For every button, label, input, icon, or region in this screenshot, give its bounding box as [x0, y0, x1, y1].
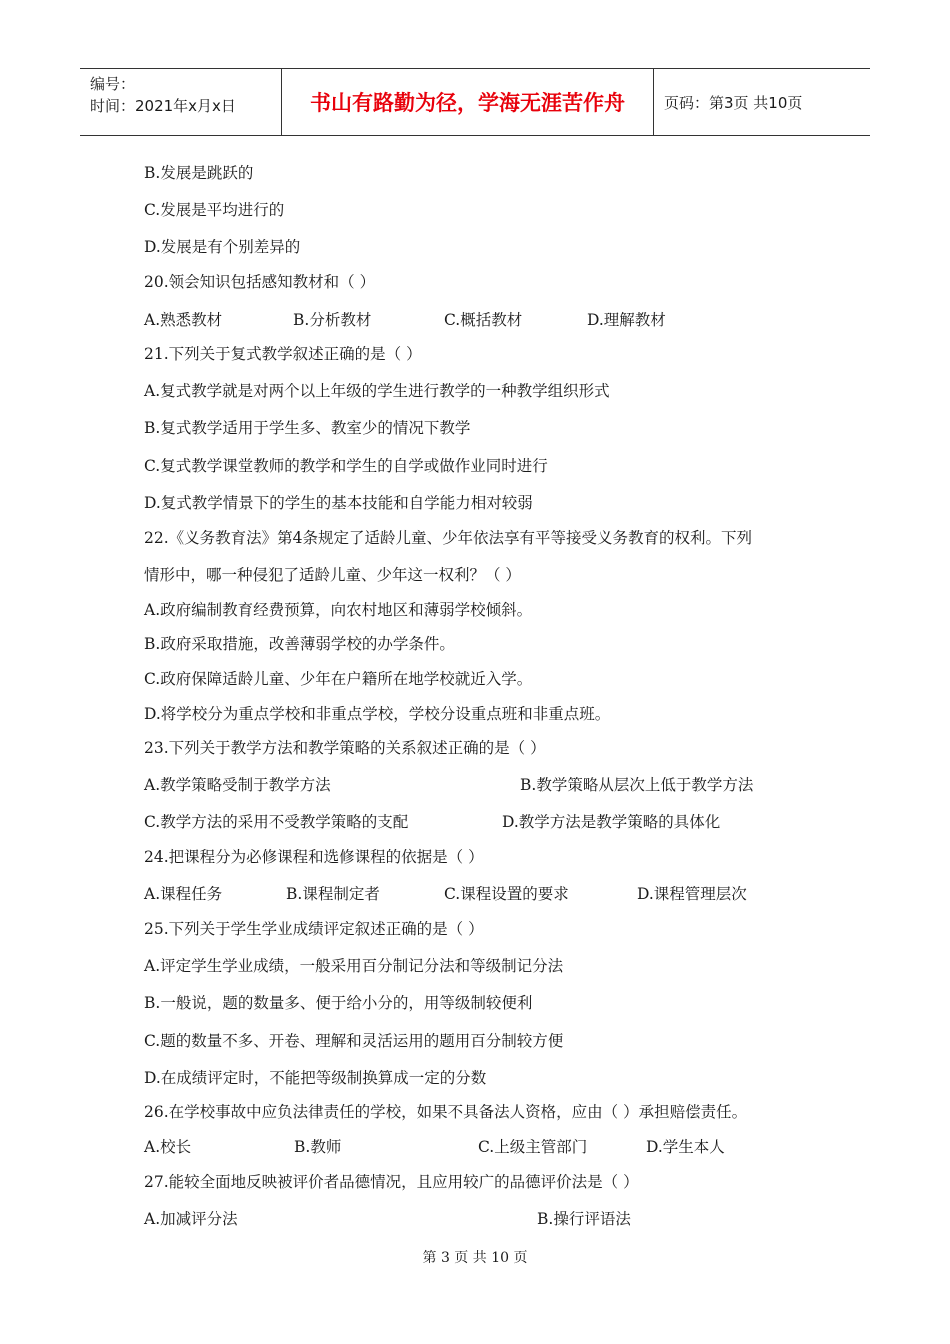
option: A.教学策略受制于教学方法 [144, 776, 331, 794]
header-page-info: 页码：第3页 共10页 [664, 93, 803, 112]
text-line: B.政府采取措施，改善薄弱学校的办学条件。 [144, 635, 455, 653]
page-footer: 第 3 页 共 10 页 [422, 1250, 528, 1266]
text-line: D.在成绩评定时，不能把等级制换算成一定的分数 [144, 1069, 487, 1087]
option: D.教学方法是教学策略的具体化 [502, 813, 721, 831]
option: B.教学策略从层次上低于教学方法 [520, 776, 754, 794]
text-line: A.复式教学就是对两个以上年级的学生进行教学的一种教学组织形式 [144, 382, 610, 400]
option: B.分析教材 [293, 311, 372, 329]
question-24: 24.把课程分为必修课程和选修课程的依据是（ ） [144, 848, 484, 866]
text-line: C.政府保障适龄儿童、少年在户籍所在地学校就近入学。 [144, 670, 533, 688]
page-header [80, 68, 870, 136]
header-motto: 书山有路勤为径，学海无涯苦作舟 [282, 69, 654, 135]
option: A.课程任务 [144, 885, 223, 903]
header-meta [80, 69, 282, 135]
option: B.课程制定者 [286, 885, 380, 903]
text-line: C.复式教学课堂教师的教学和学生的自学或做作业同时进行 [144, 457, 548, 475]
option: A.校长 [144, 1138, 192, 1156]
question-27: 27.能较全面地反映被评价者品德情况，且应用较广的品德评价法是（ ） [144, 1173, 639, 1191]
question-20: 20.领会知识包括感知教材和（ ） [144, 273, 376, 291]
text-line: A.政府编制教育经费预算，向农村地区和薄弱学校倾斜。 [144, 601, 533, 619]
text-line: D.发展是有个别差异的 [144, 238, 301, 256]
question-22: 22.《义务教育法》第4条规定了适龄儿童、少年依法享有平等接受义务教育的权利。下列 [144, 529, 753, 547]
text-line: C.题的数量不多、开卷、理解和灵活运用的题用百分制较方便 [144, 1032, 564, 1050]
option: C.概括教材 [444, 311, 523, 329]
option: B.操行评语法 [537, 1210, 631, 1228]
option: C.上级主管部门 [478, 1138, 588, 1156]
number-label: 编号： [90, 75, 136, 93]
option: C.教学方法的采用不受教学策略的支配 [144, 813, 409, 831]
text-line: D.复式教学情景下的学生的基本技能和自学能力相对较弱 [144, 494, 533, 512]
question-21: 21.下列关于复式教学叙述正确的是（ ） [144, 345, 422, 363]
text-line: B.一般说，题的数量多、便于给小分的，用等级制较便利 [144, 994, 533, 1012]
text-line: 情形中，哪一种侵犯了适龄儿童、少年这一权利？（ ） [144, 566, 521, 584]
option: D.理解教材 [587, 311, 666, 329]
date-label: 时间：2021年x月x日 [90, 97, 236, 115]
option: C.课程设置的要求 [444, 885, 569, 903]
text-line: D.将学校分为重点学校和非重点学校，学校分设重点班和非重点班。 [144, 705, 611, 723]
text-line: C.发展是平均进行的 [144, 201, 285, 219]
text-line: B.复式教学适用于学生多、教室少的情况下教学 [144, 419, 471, 437]
question-23: 23.下列关于教学方法和教学策略的关系叙述正确的是（ ） [144, 739, 546, 757]
question-26: 26.在学校事故中应负法律责任的学校，如果不具备法人资格，应由（ ）承担赔偿责任。 [144, 1103, 748, 1121]
option: A.熟悉教材 [144, 311, 223, 329]
option: D.课程管理层次 [637, 885, 747, 903]
option: B.教师 [294, 1138, 342, 1156]
text-line: A.评定学生学业成绩，一般采用百分制记分法和等级制记分法 [144, 957, 564, 975]
text-line: B.发展是跳跃的 [144, 164, 254, 182]
option: A.加减评分法 [144, 1210, 238, 1228]
question-25: 25.下列关于学生学业成绩评定叙述正确的是（ ） [144, 920, 484, 938]
option: D.学生本人 [646, 1138, 725, 1156]
